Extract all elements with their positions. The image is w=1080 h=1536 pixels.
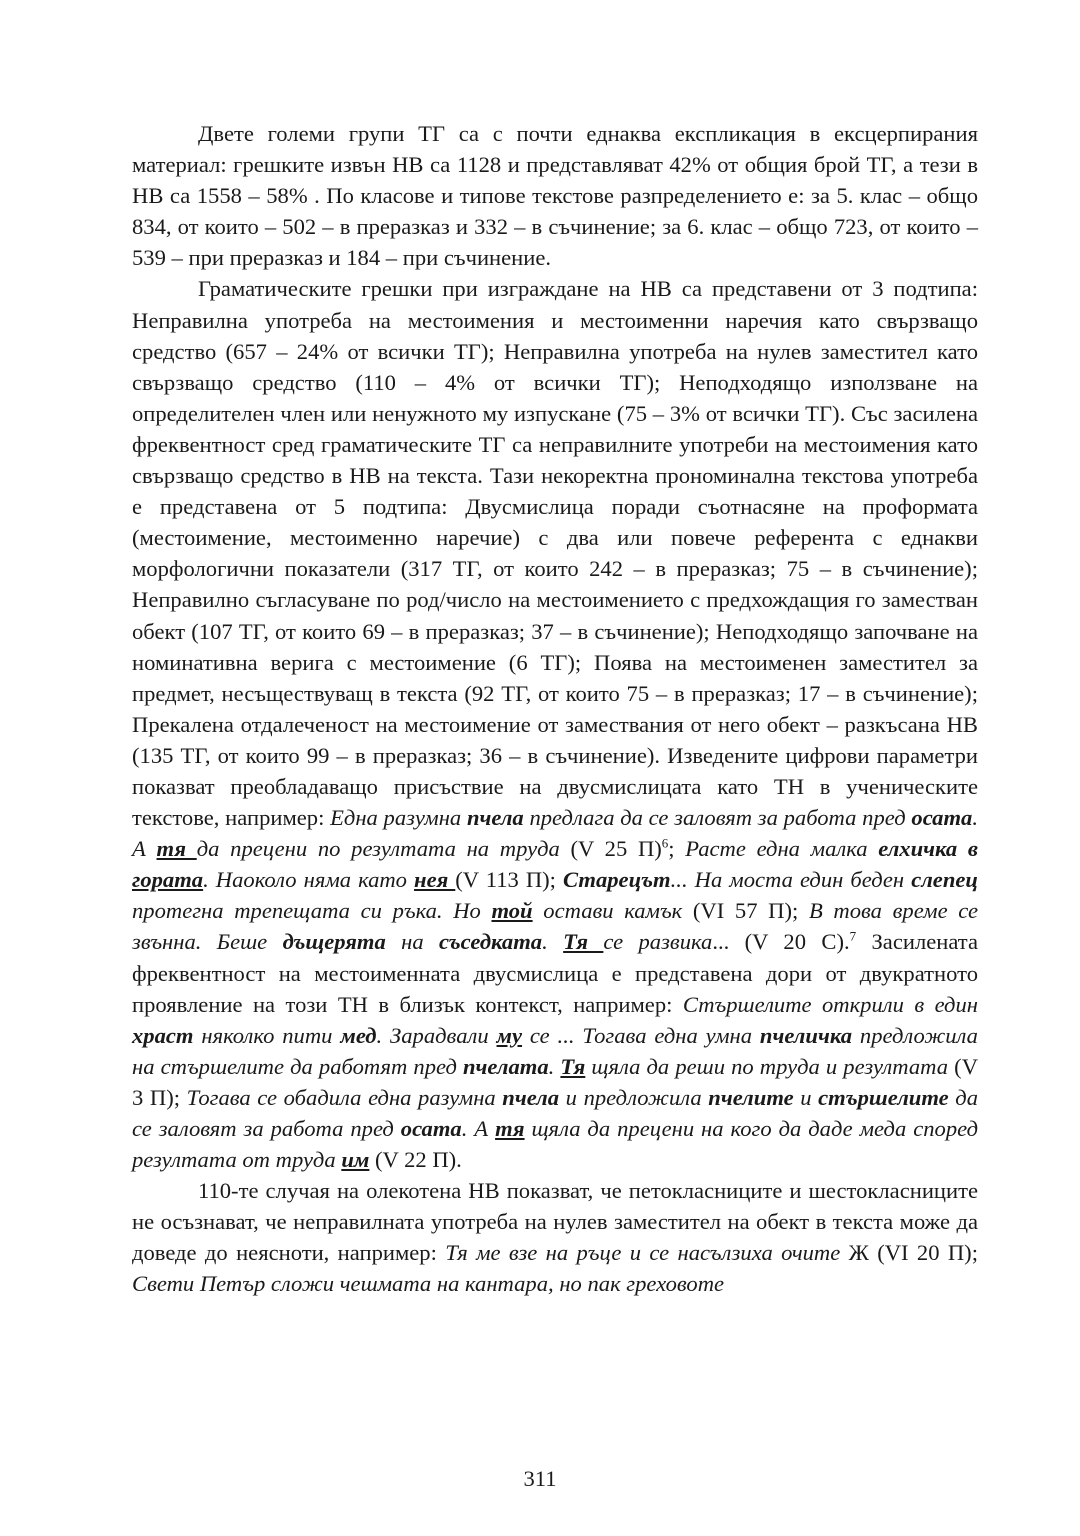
text-run: предлага да се заловят за работа пред (523, 805, 912, 831)
text-run: да се заловят за работа пред (132, 1084, 978, 1141)
text-run: елхичка в (878, 836, 979, 862)
text-run: Двете големи групи ТГ са с почти еднаква експликация в ексцерпирания материал: грешките извън НВ са 1128 и представляват 42% от общия брой ТГ, а тези в НВ са 1558 – 58% . По класове и типове текстове разпределението е: за 5. клас – общо 834, от които – 502 – в преразказ и 332 – в съчинение; за 6. клас – общо 723, от които – 539 – при преразказ и 184 – при съчинение. (132, 121, 978, 271)
footnote-ref: 6 (661, 835, 669, 851)
text-run: . А (461, 1116, 496, 1141)
text-run: ; (668, 836, 686, 862)
text-run: Тя (560, 1053, 586, 1079)
body-text (132, 118, 978, 1300)
text-run: щяла да прецени на кого да даде меда според резултата от труда (132, 1116, 979, 1173)
text-run: се развика (603, 929, 713, 955)
text-run: той (491, 898, 533, 924)
text-run: няколко пити (193, 1022, 341, 1048)
text-run: пчела (502, 1084, 560, 1110)
text-run: . Наоколо няма като (203, 867, 415, 893)
page-number: 311 (523, 1466, 557, 1491)
text-run: (V 25 П) (559, 836, 662, 862)
text-run: Тя ме взе на ръце и се насълзиха очите (445, 1240, 841, 1266)
text-run: гората (132, 867, 204, 893)
text-run: и предложила (559, 1084, 709, 1110)
text-run: Тогава се обадила една разумна (186, 1084, 503, 1110)
text-run: пчелите (708, 1084, 794, 1110)
text-run: се ... Тогава една умна (522, 1022, 760, 1048)
paragraph (132, 118, 978, 273)
text-run: осата (400, 1116, 462, 1141)
text-run: (V 113 П); (455, 867, 563, 893)
text-run: Ж (VI 20 П); (840, 1240, 978, 1266)
text-run: . А (132, 805, 978, 862)
footnote-ref: 7 (849, 928, 857, 944)
text-run: тя (156, 836, 197, 862)
text-run: ... (V 20 С). (712, 929, 850, 955)
text-run: осата (911, 805, 973, 831)
text-run: протегна трепещата си ръка. Но (132, 898, 492, 924)
text-run: (VI 57 П); (682, 898, 809, 924)
text-run: слепец (911, 867, 978, 893)
text-run: Граматическите грешки при изграждане на НВ са представени от 3 подтипа: Неправилна употреба на местоимения и местоименни наречия като свързващо средство (657 – 24% от всички ТГ); Неправилна употреба на нулев заместител като свързващо средство (110 – 4% от всички ТГ); Неподходящо използване на определителен член или ненужното му изпускане (75 – 3% от всички ТГ). Със засилена фреквентност сред граматическите ТГ са неправилните употреби на местоимения като свързващо средство в НВ на текста. Тази некоректна прономинална текстова употреба е представена от 5 подтипа: Двусмислица поради съотнасяне на проформата (местоимение, местоименно наречие) с два или повече референта с еднакви морфологични показатели (317 ТГ, от които 242 – в преразказ; 75 – в съчинение); Неправилно съгласуване по род/число на местоимението с предхождащия го заместван обект (107 ТГ, от които 69 – в преразказ; 37 – в съчинение); Неподходящо започване на номинативна верига с местоимение (6 ТГ); Поява на местоименен заместител за предмет, несъществуващ в текста (92 ТГ, от които 75 – в преразказ; 17 – в съчинение); Прекалена отдалеченост на местоимение от замествания от него обект – разкъсана НВ (135 ТГ, от които 99 – в преразказ; 36 – в съчинение). Изведените цифрови параметри показват преобладаващо присъствие на двусмислицата като ТН в ученическите текстове, например: (132, 276, 978, 831)
text-run: пчела (466, 805, 524, 831)
text-run: Стършелите открили в един (682, 991, 978, 1017)
text-run: храст (132, 1022, 194, 1048)
text-run: дъщерята (282, 929, 386, 955)
paragraph (132, 273, 978, 1175)
text-run: остави камък (532, 898, 683, 924)
text-run: Расте една малка (685, 836, 879, 862)
text-run: щяла да реши по труда и резултата (585, 1053, 949, 1079)
text-run: им (341, 1147, 370, 1173)
text-run: и (793, 1084, 819, 1110)
text-run: да прецени по резултата на труда (196, 836, 560, 862)
text-run: . (542, 929, 564, 955)
text-run: Една разумна (330, 805, 467, 831)
text-run: . (548, 1053, 561, 1079)
text-run: ... На моста един беден (670, 867, 912, 893)
text-run: Засилената фреквентност на местоименната двусмислица е представена дори от двукратното проявление на този ТН в близък контекст, например: (132, 929, 978, 1017)
text-run: Тя (563, 929, 604, 955)
text-run: съседката (439, 929, 543, 955)
text-run: . Зарадвали (376, 1022, 497, 1048)
text-run: пчелата (462, 1053, 549, 1079)
text-run: Старецът (563, 867, 671, 893)
text-run: тя (495, 1116, 525, 1141)
text-run: нея (414, 867, 456, 893)
text-run: (V 3 П); (132, 1053, 979, 1110)
text-run: Свети Петър сложи чешмата на кантара, но пак греховоте (132, 1271, 725, 1297)
text-run: предложила на стършелите да работят пред (132, 1022, 978, 1079)
text-run: (V 22 П). (369, 1147, 462, 1173)
text-run: му (496, 1022, 523, 1048)
text-run: стършелите (818, 1084, 949, 1110)
text-run: пчеличка (759, 1022, 853, 1048)
text-run: В това време се звънна. Беше (132, 898, 979, 955)
paragraph (132, 1175, 978, 1299)
text-run: мед (340, 1022, 377, 1048)
text-run: 110-те случая на олекотена НВ показват, че петокласниците и шестокласниците не осъзнават, че неправилната употреба на нулев заместител на обект в текста може да доведе до неясноти, например: (132, 1178, 978, 1266)
text-run: на (385, 929, 439, 955)
